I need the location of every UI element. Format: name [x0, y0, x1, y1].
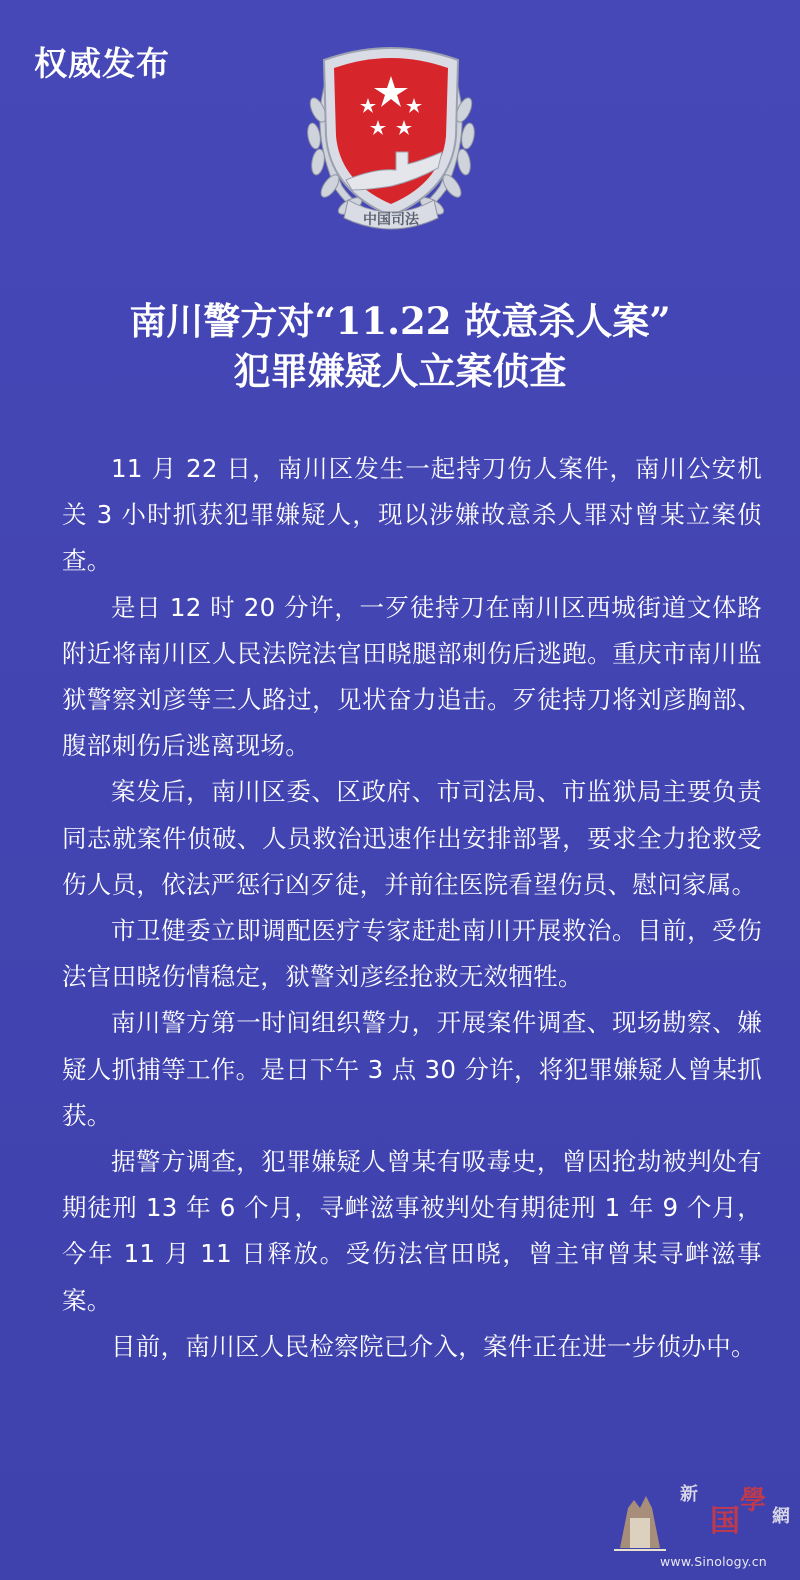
title-line-2: 犯罪嫌疑人立案侦查	[233, 349, 567, 393]
watermark-url: www.Sinology.cn	[660, 1554, 767, 1569]
paragraph: 案发后，南川区委、区政府、市司法局、市监狱局主要负责同志就案件侦破、人员救治迅速作出安排部署，要求全力抢救受伤人员，依法严惩行凶歹徒，并前往医院看望伤员、慰问家属。	[62, 777, 762, 899]
paragraph: 是日 12 时 20 分许，一歹徒持刀在南川区西城街道文体路附近将南川区人民法院法官田晓腿部刺伤后逃跑。重庆市南川监狱警察刘彦等三人路过，见状奋力追击。歹徒持刀将刘彦胸部、腹部刺伤后逃离现场。	[62, 592, 762, 761]
label-authoritative-release: 权威发布	[34, 44, 170, 83]
paragraph: 市卫健委立即调配医疗专家赶赴南川开展救治。目前，受伤法官田晓伤情稳定，狱警刘彦经抢救无效牺牲。	[62, 916, 762, 992]
china-judicial-emblem-icon	[296, 40, 486, 240]
emblem-banner-text: 中国司法	[363, 212, 419, 228]
sinology-watermark	[610, 1478, 790, 1574]
watermark-char: 新	[680, 1484, 698, 1505]
paragraph: 南川警方第一时间组织警力，开展案件调查、现场勘察、嫌疑人抓捕等工作。是日下午 3 点 30 分许，将犯罪嫌疑人曾某抓获。	[62, 1008, 763, 1130]
title-line-1: 南川警方对“11.22 故意杀人案”	[129, 299, 671, 343]
article-body	[62, 446, 762, 1370]
sinology-logo-icon	[610, 1478, 670, 1554]
watermark-char: 網	[772, 1506, 790, 1527]
watermark-char: 學	[740, 1486, 767, 1516]
paragraph: 据警方调查，犯罪嫌疑人曾某有吸毒史，曾因抢劫被判处有期徒刑 13 年 6 个月，寻衅滋事被判处有期徒刑 1 年 9 个月，今年 11 月 11 日释放。受伤法官田晓，曾主审曾某寻衅滋事案。	[62, 1147, 762, 1315]
paragraph: 11 月 22 日，南川区发生一起持刀伤人案件，南川公安机关 3 小时抓获犯罪嫌疑人，现以涉嫌故意杀人罪对曾某立案侦查。	[62, 454, 762, 576]
watermark-char: 国	[710, 1504, 740, 1539]
paragraph: 目前，南川区人民检察院已介入，案件正在进一步侦办中。	[111, 1331, 756, 1361]
page-title	[0, 296, 800, 396]
